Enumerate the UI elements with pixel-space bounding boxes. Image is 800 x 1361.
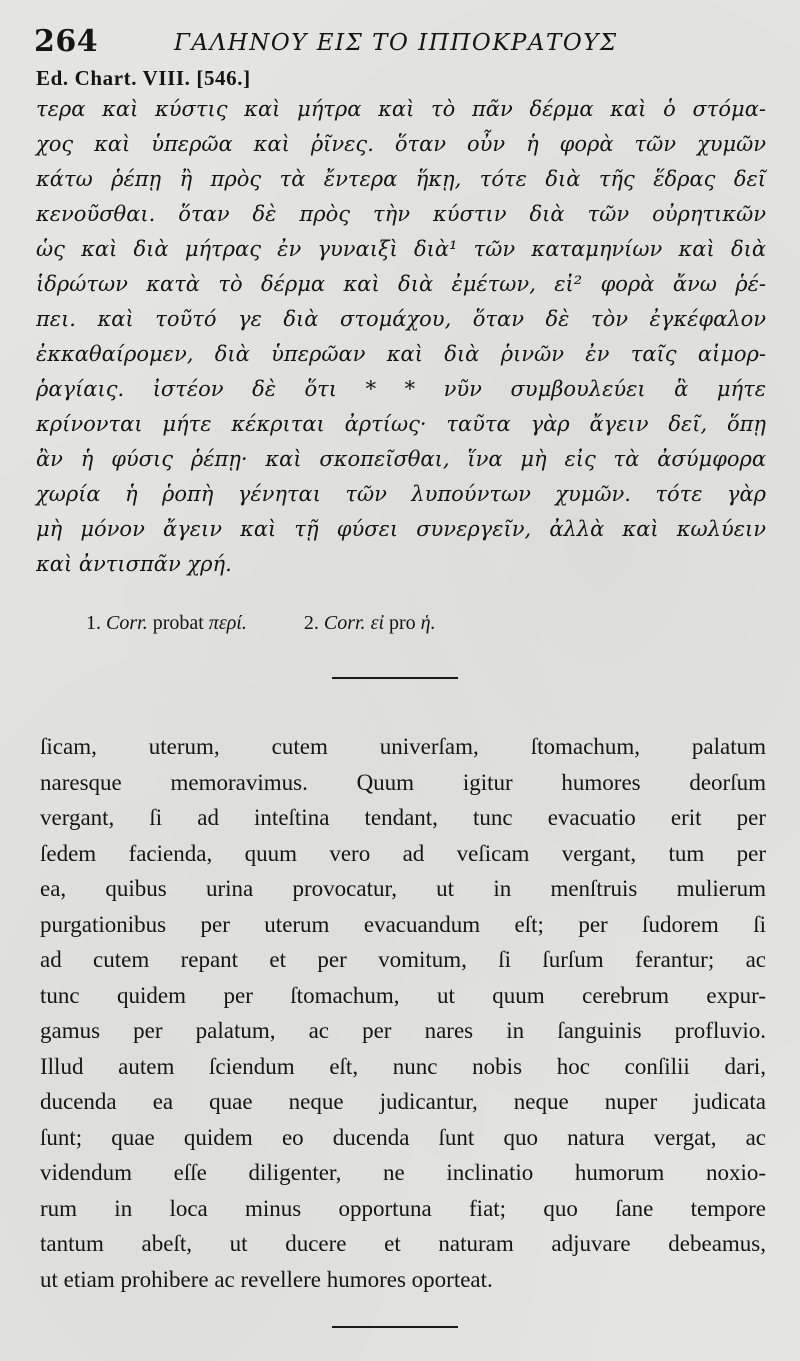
page-number: 264 — [34, 24, 99, 59]
latin-line: ut etiam prohibere ac revellere humores oporteat. — [40, 1266, 493, 1292]
bottom-divider — [332, 1326, 458, 1328]
footnote-corr: Corr. — [323, 612, 366, 634]
footnote-number: 1. — [86, 612, 101, 634]
latin-line: vergant, ſi ad inteſtina tendant, tunc evacuatio erit per — [40, 805, 766, 830]
latin-line: tunc quidem per ſtomachum, ut quum cerebrum expur- — [40, 982, 766, 1008]
latin-line: ad cutem repant et per vomitum, ſi ſurſum ferantur; ac — [40, 947, 766, 972]
edition-reference: Ed. Chart. VIII. [546.] — [36, 66, 251, 90]
greek-line: χος καὶ ὑπερῶα καὶ ῥῖνες. ὅταν οὖν ἡ φορὰ τῶν χυμῶν — [36, 132, 766, 156]
greek-line: πει. καὶ τοῦτό γε διὰ στομάχου, ὅταν δὲ τὸν ἐγκέφαλον — [36, 307, 766, 331]
greek-line: ῥαγίαις. ἰστέον δὲ ὅτι * * νῦν συμβουλεύει ἃ μήτε — [36, 377, 766, 401]
greek-line: ἱδρώτων κατὰ τὸ δέρμα καὶ διὰ ἐμέτων, εἰ² φορὰ ἄνω ῥέ- — [36, 272, 766, 296]
latin-line: gamus per palatum, ac per nares in ſanguinis profluvio. — [40, 1018, 766, 1043]
greek-line: ἂν ἡ φύσις ῥέπῃ· καὶ σκοπεῖσθαι, ἵνα μὴ εἰς τὰ ἀσύμφορα — [36, 447, 766, 471]
greek-text-block — [36, 92, 766, 582]
latin-line: purgationibus per uterum evacuandum eſt; per ſudorem ſi — [40, 911, 766, 937]
greek-line: τερα καὶ κύστις καὶ μήτρα καὶ τὸ πᾶν δέρμα καὶ ὁ στόμα- — [36, 97, 766, 121]
footnote-number: 2. — [303, 612, 319, 634]
latin-text-block — [40, 729, 766, 1297]
latin-line: rum in loca minus opportuna fiat; quo ſane tempore — [40, 1195, 766, 1221]
footnotes — [86, 612, 488, 635]
latin-line: videndum eſſe diligenter, ne inclinatio humorum noxio- — [40, 1160, 766, 1185]
latin-line: tantum abeſt, ut ducere et naturam adjuvare debeamus, — [40, 1231, 766, 1256]
latin-line: ducenda ea quae neque judicantur, neque nuper judicata — [40, 1089, 766, 1114]
greek-line: ὡς καὶ διὰ μήτρας ἐν γυναιξὶ διὰ¹ τῶν καταμηνίων καὶ διὰ — [36, 237, 766, 261]
greek-line: ἐκκαθαίρομεν, διὰ ὑπερῶαν καὶ διὰ ῥινῶν ἐν ταῖς αἱμορ- — [36, 342, 766, 366]
greek-line: κενοῦσθαι. ὅταν δὲ πρὸς τὴν κύστιν διὰ τῶν οὐρητικῶν — [36, 202, 766, 226]
greek-line: κάτω ῥέπῃ ἢ πρὸς τὰ ἔντερα ἥκῃ, τότε διὰ τῆς ἕδρας δεῖ — [36, 167, 766, 191]
section-divider — [332, 677, 458, 679]
greek-line: κρίνονται μήτε κέκριται ἀρτίως· ταῦτα γὰρ ἄγειν δεῖ, ὅπῃ — [36, 412, 766, 436]
greek-line: χωρία ἡ ῥοπὴ γένηται τῶν λυπούντων χυμῶν. τότε γὰρ — [36, 482, 766, 506]
footnote-greek: εἰ — [370, 612, 384, 634]
footnote-1 — [86, 612, 247, 635]
footnote-corr: Corr. — [106, 612, 148, 634]
latin-line: naresque memoravimus. Quum igitur humores deorſum — [40, 769, 766, 795]
greek-line: καὶ ἀντισπᾶν χρή. — [36, 552, 232, 576]
latin-line: ſedem facienda, quum vero ad veſicam vergant, tum per — [40, 840, 766, 866]
footnote-text: pro — [389, 612, 416, 634]
footnote-2 — [304, 612, 436, 635]
running-title: ΓΑΛΗΝΟΥ ΕΙΣ ΤΟ ΙΠΠΟΚΡΑΤΟΥΣ — [174, 30, 618, 56]
latin-line: ſunt; quae quidem eo ducenda ſunt quo natura vergat, ac — [40, 1124, 766, 1150]
latin-line: ſicam, uterum, cutem univerſam, ſtomachum, palatum — [40, 734, 766, 759]
latin-line: Illud autem ſciendum eſt, nunc nobis hoc conſilii dari, — [40, 1053, 766, 1079]
footnote-greek: περί. — [208, 612, 247, 634]
greek-line: μὴ μόνον ἄγειν καὶ τῇ φύσει συνεργεῖν, ἀλλὰ καὶ κωλύειν — [36, 517, 766, 541]
latin-line: ea, quibus urina provocatur, ut in menſtruis mulierum — [40, 876, 766, 901]
page-header — [34, 24, 764, 64]
footnote-greek-after: ἡ. — [420, 612, 436, 634]
footnote-text: probat — [152, 612, 204, 634]
